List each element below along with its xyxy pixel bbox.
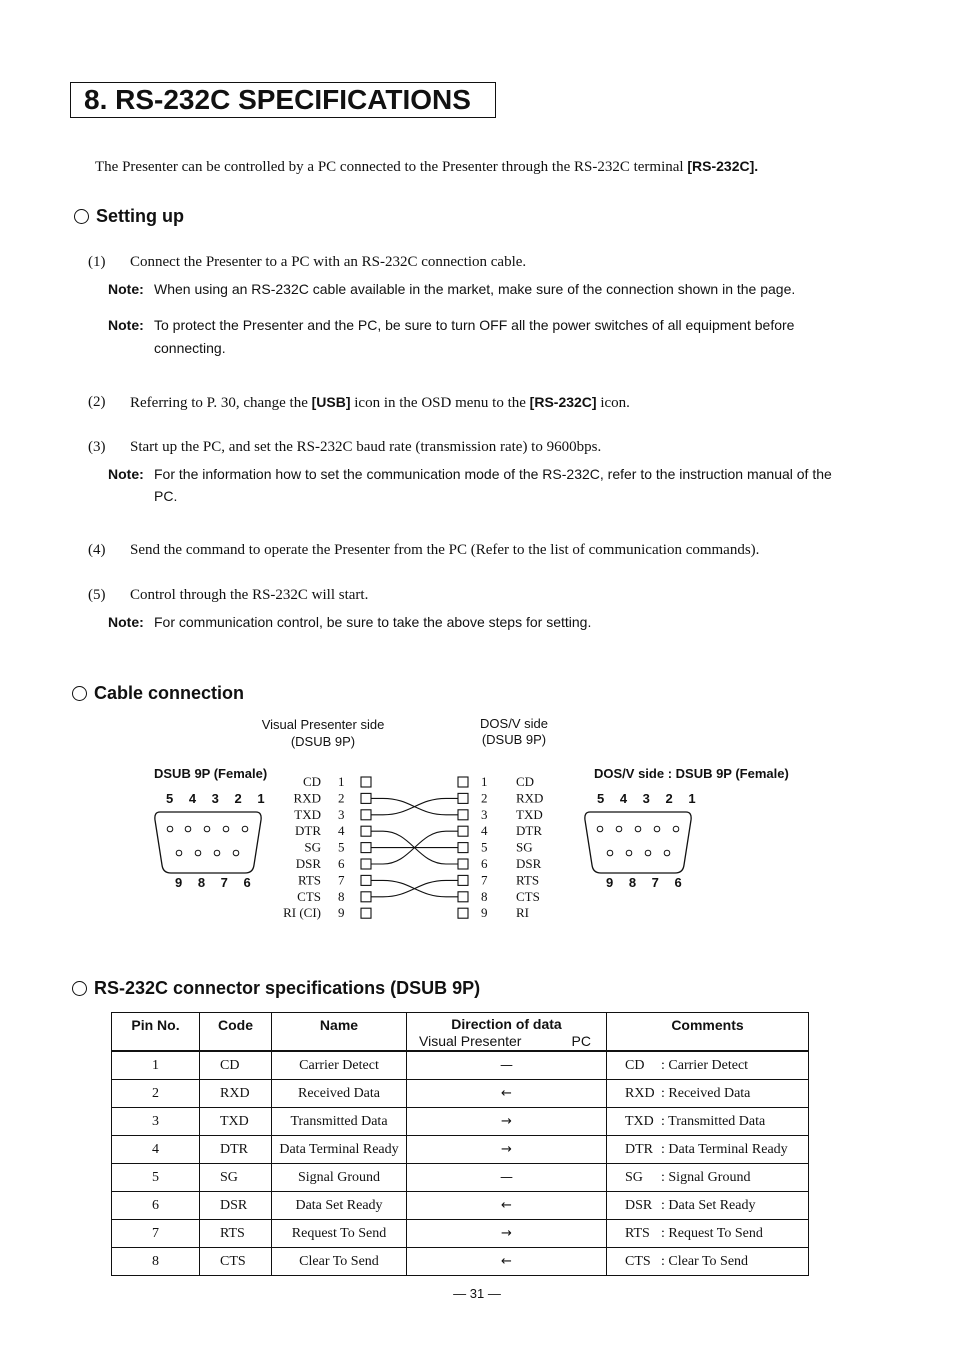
right-signal-label: RXD [516,790,544,806]
pin-hole [654,826,660,832]
left-pin-number: 6 [338,856,345,871]
comment-code: SG [625,1169,643,1185]
table-row [112,1136,809,1164]
left-pin-terminal [361,793,371,803]
pin-hole [214,850,220,856]
comment-code: TXD [625,1113,654,1129]
left-pin-terminal [361,843,371,853]
code-cell: SG [200,1164,272,1192]
comment-cell [607,1192,809,1220]
note-text: For the information how to set the communication mode of the RS-232C, refer to the instruction manual of the [154,466,832,482]
table-row [112,1192,809,1220]
name-cell: Received Data [272,1080,407,1108]
pin-cell: 7 [112,1220,200,1248]
step-text: Start up the PC, and set the RS-232C baud rate (transmission rate) to 9600bps. [130,439,602,455]
table-body [112,1051,809,1276]
left-pin-terminal [361,892,371,902]
comment-code: RXD [625,1085,655,1101]
comment-code: CTS [625,1253,651,1269]
code-cell: CD [200,1051,272,1080]
header-name: Name [272,1013,407,1052]
step-number: (5) [88,587,106,603]
direction-right: PC [571,1033,591,1049]
header-direction [407,1013,607,1052]
comment-name: : Transmitted Data [661,1113,766,1129]
right-pin-terminal [458,810,468,820]
table-row [112,1248,809,1276]
note-label: Note: [108,614,144,630]
code-cell: DTR [200,1136,272,1164]
code-cell: DSR [200,1192,272,1220]
right-signal-label: RI [516,905,529,921]
direction-cell [407,1248,607,1276]
right-pin-number: 7 [481,872,488,888]
header-code: Code [200,1013,272,1052]
code-cell: RTS [200,1220,272,1248]
right-signal-label: CTS [516,888,540,904]
right-pin-number: 5 [481,839,488,855]
top-pin-numbers: 5 4 3 2 1 [166,791,271,806]
wire [371,798,458,814]
step-text-part: Referring to P. 30, change the [130,395,312,411]
right-pin-terminal [458,777,468,787]
left-signal-label: RI (CI) [283,905,321,921]
left-side-sub: (DSUB 9P) [290,734,356,749]
direction-arrow-icon: ← [501,1253,512,1269]
direction-arrow-icon: — [500,1169,513,1185]
table-row [112,1051,809,1080]
comment-name: : Carrier Detect [661,1057,749,1073]
page-title: 8. RS-232C SPECIFICATIONS [84,84,471,115]
header-pin: Pin No. [112,1013,200,1052]
section-title: RS-232C connector specifications (DSUB 9P) [94,978,481,998]
right-pin-terminal [458,826,468,836]
direction-cell [407,1051,607,1080]
pin-hole [233,850,239,856]
pin-hole [176,850,182,856]
left-signal-label: RXD [293,790,321,806]
right-pin-terminal [458,793,468,803]
left-pin-number: 2 [338,790,345,806]
wires [371,798,458,896]
comment-code: CD [625,1057,645,1073]
left-pin-terminal [361,826,371,836]
comment-code: DTR [625,1141,653,1157]
left-pin-terminal [361,810,371,820]
code-cell: RXD [200,1080,272,1108]
direction-arrow-icon: ← [501,1085,512,1101]
comment-cell [607,1220,809,1248]
right-connector-label: DOS/V side : DSUB 9P (Female) [594,766,789,781]
left-signal-label: TXD [294,806,321,822]
comment-name: : Data Terminal Ready [661,1141,788,1157]
connector-shell [155,812,261,873]
note-text: To protect the Presenter and the PC, be sure to turn OFF all the power switches of all equipment before [154,317,795,333]
right-signal-label: SG [516,839,533,855]
name-cell: Transmitted Data [272,1108,407,1136]
left-pin-terminal [361,875,371,885]
comment-cell [607,1051,809,1080]
pin-hole [185,826,191,832]
left-signal-label: SG [304,839,321,855]
comment-cell [607,1164,809,1192]
connector-spec-table [111,1012,809,1276]
intro-terminal: [RS-232C]. [687,158,759,174]
name-cell: Request To Send [272,1220,407,1248]
step-text-part: icon. [596,395,630,411]
pin-hole [195,850,201,856]
direction-left: Visual Presenter [419,1033,522,1049]
header-comments: Comments [607,1013,809,1052]
right-pin-number: 9 [481,905,488,921]
left-pin-terminal [361,859,371,869]
right-pin-number: 8 [481,888,488,904]
comment-cell [607,1136,809,1164]
comment-name: : Received Data [661,1085,751,1101]
pin-hole [616,826,622,832]
left-signal-label: DTR [295,823,321,839]
direction-cell [407,1108,607,1136]
left-signal-label: CTS [297,888,321,904]
left-pin-number: 3 [338,806,345,822]
connector-shell [585,812,691,873]
pin-cell: 5 [112,1164,200,1192]
pin-hole [626,850,632,856]
section-title: Setting up [96,206,184,226]
note-text: connecting. [154,340,226,356]
note-text: For communication control, be sure to take the above steps for setting. [154,614,592,630]
usb-icon-label: [USB] [311,394,351,410]
right-signal-label: CD [516,774,535,789]
right-pin-terminal [458,843,468,853]
table-row [112,1108,809,1136]
pin-cell: 1 [112,1051,200,1080]
step-text: Connect the Presenter to a PC with an RS-232C connection cable. [130,254,527,270]
right-signal-label: RTS [516,872,540,888]
name-cell: Clear To Send [272,1248,407,1276]
right-pin-number: 1 [481,774,488,789]
direction-arrow-icon: — [500,1057,513,1073]
right-pin-number: 2 [481,790,488,806]
page-number: — 31 — [453,1286,501,1301]
right-signal-label: DTR [516,823,542,839]
comment-cell [607,1080,809,1108]
table-header-row [112,1013,809,1052]
bottom-pin-numbers: 9 8 7 6 [175,875,257,890]
step-number: (1) [88,254,106,270]
comment-cell [607,1108,809,1136]
pin-cell: 2 [112,1080,200,1108]
left-side-label: Visual Presenter side [261,717,385,732]
section-title: Cable connection [94,683,245,703]
intro-text: The Presenter can be controlled by a PC connected to the Presenter through the RS-232C terminal [95,159,688,175]
direction-arrow-icon: → [501,1225,512,1241]
step-number: (3) [88,439,106,455]
right-side-sub: (DSUB 9P) [481,732,547,747]
wire [371,880,458,896]
pin-hole [223,826,229,832]
comment-code: DSR [625,1197,653,1213]
direction-cell [407,1136,607,1164]
comment-name: : Signal Ground [661,1169,751,1185]
left-dsub-connector [155,791,271,890]
pin-hole [607,850,613,856]
direction-subheader [407,1033,606,1050]
left-pin-number: 5 [338,839,345,855]
pin-hole [204,826,210,832]
right-dsub-connector [585,791,702,890]
pin-hole [167,826,173,832]
left-pin-number: 7 [338,872,345,888]
left-signal-label: DSR [295,856,321,871]
left-pin-terminal [361,777,371,787]
right-pin-number: 4 [481,823,488,839]
left-pin-number: 9 [338,905,345,921]
comment-name: : Data Set Ready [661,1197,756,1213]
section-heading-connector-specs [72,977,480,999]
left-signal-label: RTS [297,872,321,888]
left-pin-terminal [361,908,371,918]
right-pin-number: 6 [481,856,488,871]
pin-cell: 4 [112,1136,200,1164]
name-cell: Data Set Ready [272,1192,407,1220]
direction-arrow-icon: → [501,1113,512,1129]
name-cell: Data Terminal Ready [272,1136,407,1164]
comment-name: : Clear To Send [661,1253,749,1269]
code-cell: CTS [200,1248,272,1276]
pin-cell: 6 [112,1192,200,1220]
pin-hole [242,826,248,832]
name-cell: Signal Ground [272,1164,407,1192]
top-pin-numbers: 5 4 3 2 1 [597,791,702,806]
direction-cell [407,1220,607,1248]
table-row [112,1164,809,1192]
table-row [112,1080,809,1108]
right-pin-terminal [458,908,468,918]
comment-name: : Request To Send [661,1225,763,1241]
left-connector-label: DSUB 9P (Female) [154,766,268,781]
pin-cell: 8 [112,1248,200,1276]
step-number: (2) [88,394,106,410]
direction-arrow-icon: → [501,1141,512,1157]
code-cell: TXD [200,1108,272,1136]
pin-cell: 3 [112,1108,200,1136]
pin-hole [664,850,670,856]
bottom-pin-numbers: 9 8 7 6 [606,875,688,890]
comment-cell [607,1248,809,1276]
pin-hole [635,826,641,832]
right-pin-terminal [458,875,468,885]
direction-cell [407,1080,607,1108]
name-cell: Carrier Detect [272,1051,407,1080]
right-pin-number: 3 [481,806,488,822]
note-label: Note: [108,466,144,482]
left-signal-label: CD [302,774,321,789]
right-pin-terminal [458,892,468,902]
direction-arrow-icon: ← [501,1197,512,1213]
step-number: (4) [88,542,106,558]
left-pin-number: 8 [338,888,345,904]
right-side-label: DOS/V side [480,716,548,731]
step-text: Control through the RS-232C will start. [130,587,369,603]
table-row [112,1220,809,1248]
step-text-part: icon in the OSD menu to the [350,395,530,411]
note-text: PC. [154,488,178,504]
note-label: Note: [108,281,144,297]
pin-hole [645,850,651,856]
direction-title: Direction of data [451,1016,562,1032]
right-signal-label: TXD [516,806,543,822]
right-pin-terminal [458,859,468,869]
note-text: When using an RS-232C cable available in the market, make sure of the connection shown in the page. [154,281,796,297]
comment-code: RTS [625,1225,650,1241]
direction-cell [407,1192,607,1220]
step-text: Send the command to operate the Presenter from the PC (Refer to the list of communication commands). [130,542,760,558]
right-signal-label: DSR [516,856,542,871]
note-label: Note: [108,317,144,333]
left-pin-number: 1 [338,774,345,789]
pin-hole [597,826,603,832]
circle-bullet-icon [72,981,87,996]
direction-cell [407,1164,607,1192]
rs232c-icon-label: [RS-232C] [529,394,597,410]
left-pin-number: 4 [338,823,345,839]
pin-hole [673,826,679,832]
